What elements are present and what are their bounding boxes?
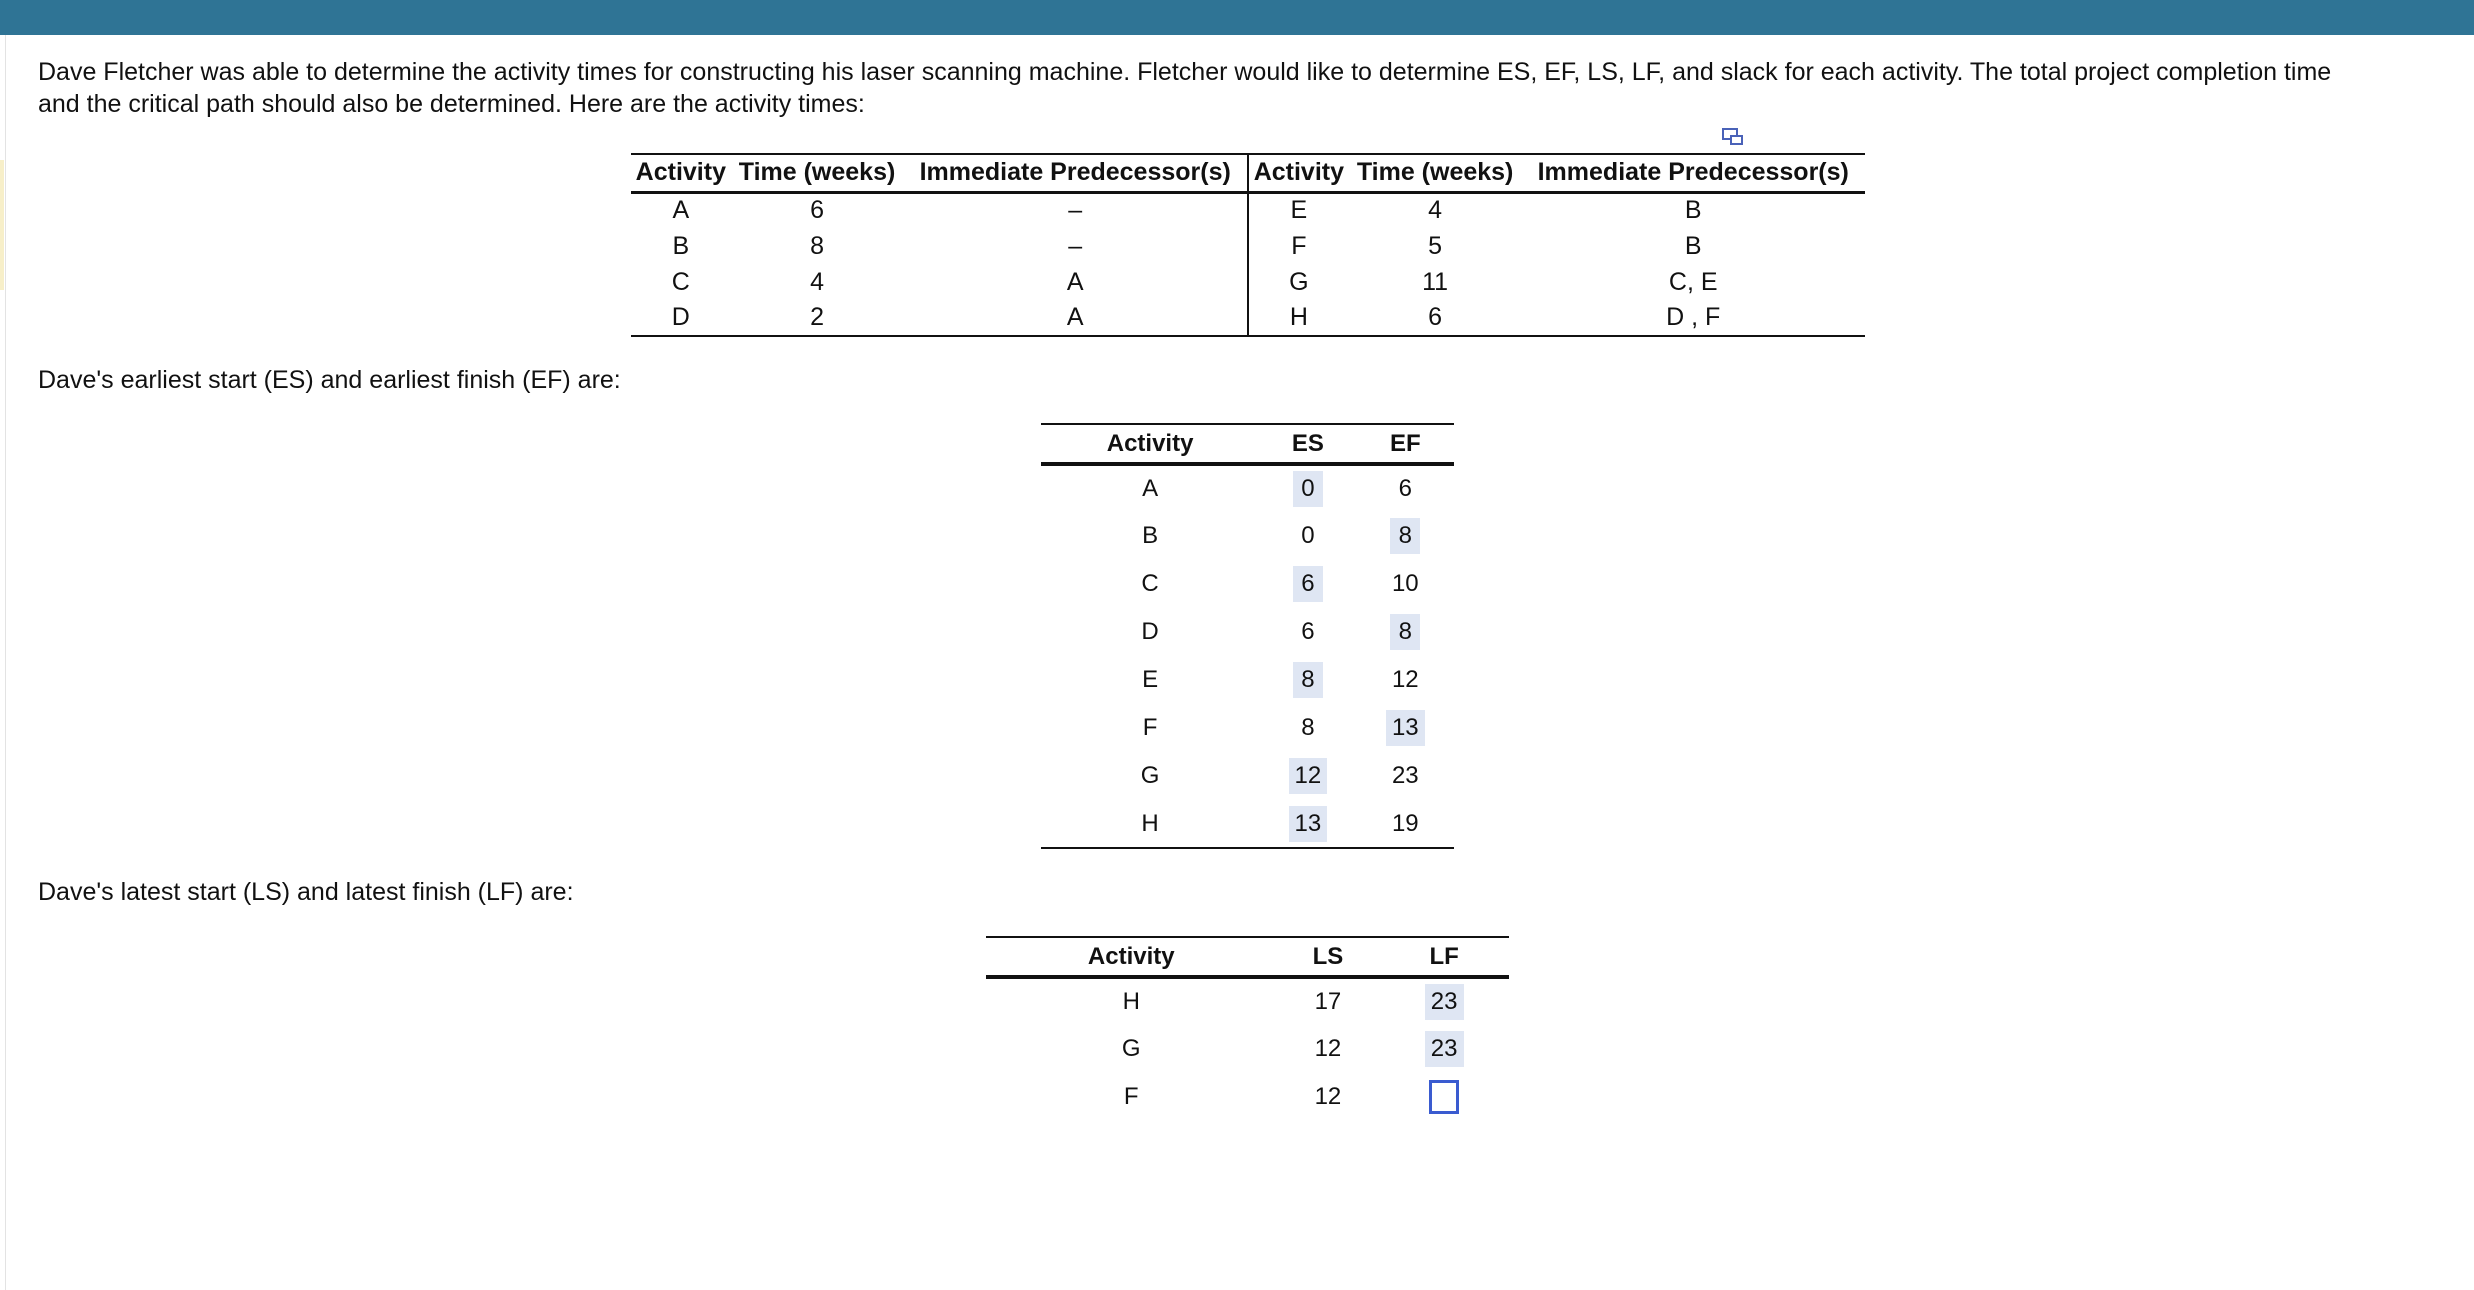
table-header-row <box>986 937 1509 977</box>
cell-ef <box>1357 752 1454 800</box>
problem-statement <box>38 56 2438 120</box>
cell-predecessors: – <box>903 228 1248 264</box>
problem-line-2: and the critical path should also be determined. Here are the activity times: <box>38 90 865 118</box>
cell-ef <box>1357 560 1454 608</box>
ef-answer: 8 <box>1390 614 1420 650</box>
ef-value: 19 <box>1391 809 1419 837</box>
cell-ls: 17 <box>1314 988 1342 1015</box>
activity-times-table <box>631 153 1865 337</box>
col-header-time: Time (weeks) <box>731 154 904 192</box>
cell-time: 5 <box>1428 231 1443 260</box>
table-row <box>1041 656 1454 704</box>
cell-ef <box>1357 704 1454 752</box>
es-ef-prompt: Dave's earliest start (ES) and earliest finish (EF) are: <box>38 366 621 394</box>
table-row <box>1041 464 1454 512</box>
cell-activity: G <box>1289 267 1309 296</box>
col-header-time: Time (weeks) <box>1349 154 1522 192</box>
cell-lf <box>1379 1025 1509 1073</box>
cell-ef <box>1357 464 1454 512</box>
cell-predecessors: B <box>1684 231 1702 260</box>
problem-line-1: Dave Fletcher was able to determine the activity times for constructing his laser scanning machine. Fletcher would like to determine ES, EF, LS, LF, and slack for each activity. The total project completion time <box>38 58 2332 86</box>
cell-time: 4 <box>810 267 824 296</box>
cell-predecessors: A <box>903 300 1248 336</box>
ef-value: 12 <box>1391 666 1419 693</box>
cell-activity: E <box>1142 666 1159 693</box>
col-header-predecessors: Immediate Predecessor(s) <box>903 154 1248 192</box>
col-header-predecessors: Immediate Predecessor(s) <box>1521 154 1865 192</box>
ef-value: 6 <box>1398 475 1412 502</box>
cell-time: 4 <box>1428 196 1443 225</box>
cell-es <box>1259 800 1356 848</box>
ef-answer: 8 <box>1390 518 1420 554</box>
col-header-activity: Activity <box>1041 424 1259 464</box>
cell-activity: H <box>1122 988 1140 1015</box>
cell-es <box>1259 464 1356 512</box>
cell-activity: A <box>1142 475 1159 502</box>
table-header-row <box>631 154 1865 192</box>
cell-ef <box>1357 656 1454 704</box>
ef-value: 23 <box>1391 762 1419 789</box>
table-row <box>1041 752 1454 800</box>
cell-activity: B <box>1142 522 1159 549</box>
cell-activity: H <box>1141 809 1159 837</box>
col-header-activity: Activity <box>986 937 1277 977</box>
cell-es <box>1259 608 1356 656</box>
cell-activity: D <box>1141 618 1159 645</box>
cell-activity: G <box>1121 1035 1141 1062</box>
es-value: 6 <box>1301 618 1315 645</box>
table-row <box>1041 608 1454 656</box>
ef-value: 10 <box>1391 570 1419 597</box>
es-value: 8 <box>1301 714 1315 741</box>
cell-activity: G <box>1140 762 1160 789</box>
table-row <box>986 977 1509 1025</box>
cell-es <box>1259 656 1356 704</box>
table-row <box>1041 800 1454 848</box>
lf-answer: 23 <box>1425 1031 1464 1067</box>
es-value: 0 <box>1301 522 1315 549</box>
table-row <box>1041 512 1454 560</box>
cell-activity: H <box>1289 303 1308 331</box>
cell-time: 11 <box>1422 267 1449 296</box>
cell-time: 6 <box>810 196 824 225</box>
table-row <box>631 192 1865 228</box>
cell-predecessors: A <box>903 264 1248 300</box>
ef-answer: 13 <box>1386 710 1425 746</box>
cell-activity: B <box>672 231 690 260</box>
cell-activity: F <box>1123 1083 1139 1110</box>
cell-predecessors: – <box>903 192 1248 228</box>
table-row <box>986 1025 1509 1073</box>
cell-ef <box>1357 608 1454 656</box>
col-header-es: ES <box>1259 424 1356 464</box>
table-row <box>631 264 1865 300</box>
cell-activity: D <box>671 303 690 331</box>
col-header-ls: LS <box>1277 937 1380 977</box>
left-marker <box>0 160 4 290</box>
cell-es <box>1259 752 1356 800</box>
cell-lf <box>1379 977 1509 1025</box>
es-answer: 6 <box>1293 566 1323 602</box>
cell-activity: C <box>671 267 690 296</box>
col-header-activity: Activity <box>631 154 731 192</box>
es-answer: 12 <box>1289 758 1328 794</box>
es-answer: 13 <box>1289 806 1328 842</box>
cell-es <box>1259 560 1356 608</box>
ls-lf-prompt: Dave's latest start (LS) and latest finish (LF) are: <box>38 878 574 906</box>
table-row <box>1041 560 1454 608</box>
expand-icon[interactable] <box>1722 128 1744 146</box>
cell-activity: F <box>1291 231 1307 260</box>
table-header-row <box>1041 424 1454 464</box>
cell-ls: 12 <box>1314 1035 1342 1062</box>
cell-ef <box>1357 512 1454 560</box>
cell-time: 6 <box>1428 303 1443 331</box>
table-row <box>986 1073 1509 1121</box>
cell-activity: F <box>1142 714 1158 741</box>
cell-es <box>1259 512 1356 560</box>
cell-predecessors: B <box>1684 196 1702 225</box>
lf-answer: 23 <box>1425 984 1464 1020</box>
col-header-ef: EF <box>1357 424 1454 464</box>
table-row <box>631 300 1865 336</box>
es-ef-table <box>1041 423 1454 849</box>
cell-time: 2 <box>810 303 824 331</box>
cell-activity: E <box>1290 196 1308 225</box>
col-header-activity: Activity <box>1248 154 1349 192</box>
table-row <box>1041 704 1454 752</box>
cell-lf <box>1379 1073 1509 1121</box>
cell-activity: C <box>1141 570 1159 597</box>
top-bar <box>0 0 2474 35</box>
es-answer: 0 <box>1293 471 1323 507</box>
cell-es <box>1259 704 1356 752</box>
cell-time: 8 <box>810 231 824 260</box>
lf-answer-input[interactable] <box>1429 1080 1459 1114</box>
es-answer: 8 <box>1293 662 1323 698</box>
cell-predecessors: C, E <box>1668 267 1718 296</box>
left-divider <box>5 35 6 1290</box>
cell-predecessors: D , F <box>1666 303 1721 331</box>
col-header-lf: LF <box>1379 937 1509 977</box>
table-row <box>631 228 1865 264</box>
ls-lf-table <box>986 936 1509 1121</box>
cell-ef <box>1357 800 1454 848</box>
cell-activity: A <box>672 196 690 225</box>
cell-ls: 12 <box>1314 1083 1342 1110</box>
